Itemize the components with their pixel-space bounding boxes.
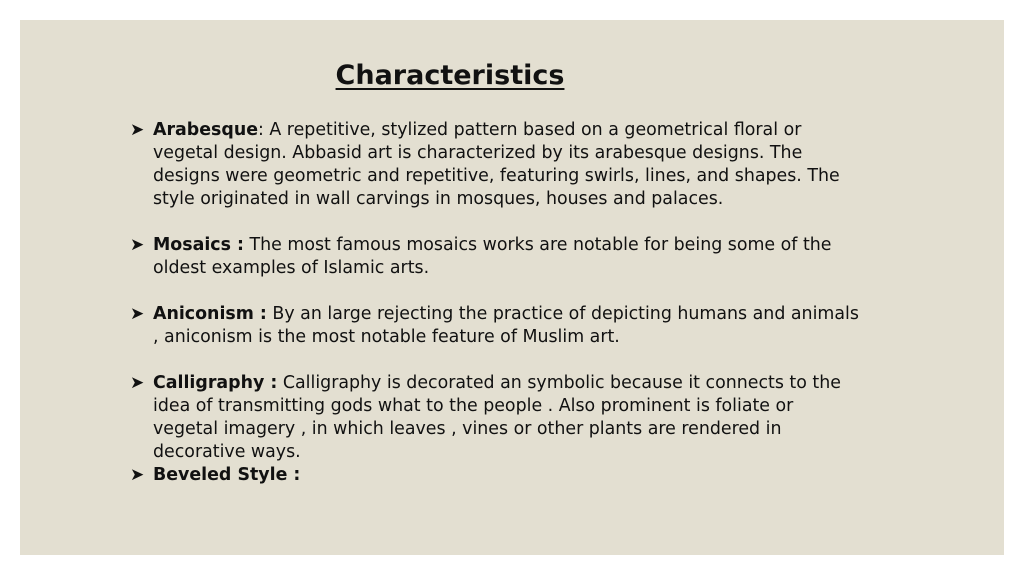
slide-title: Characteristics (335, 60, 565, 91)
bullet-text: The most famous mosaics works are notable for being some of the oldest examples of Islamic arts. (153, 235, 832, 278)
bullet-text: : A repetitive, stylized pattern based on a geometrical floral or vegetal design. Abbasid art is characterized by its arabesque designs. The designs were geometric and repetitive, featuring swirls, lines, and shapes. The style originated in wall carvings in mosques, houses and palaces. (153, 120, 840, 209)
bullet-term: Calligraphy : (153, 373, 278, 393)
bullet-term: Mosaics : (153, 235, 244, 255)
bullet-aniconism (130, 303, 860, 349)
bullet-term: Aniconism : (153, 304, 267, 324)
arrowhead-bullet-icon: ➤ (130, 465, 145, 485)
bullet-text: Calligraphy is decorated an symbolic because it connects to the idea of transmitting gods what to the people . Also prominent is foliate or vegetal imagery , in which leaves , vines or other plants are rendered in decorative ways. (153, 373, 841, 462)
bullet-text: By an large rejecting the practice of depicting humans and animals , aniconism is the most notable feature of Muslim art. (153, 304, 859, 347)
bullet-term: Arabesque (153, 120, 258, 140)
bullet-arabesque (130, 119, 860, 211)
arrowhead-bullet-icon: ➤ (130, 235, 145, 255)
bullet-list (130, 119, 860, 487)
arrowhead-bullet-icon: ➤ (130, 373, 145, 393)
bullet-term: Beveled Style : (153, 465, 301, 485)
arrowhead-bullet-icon: ➤ (130, 304, 145, 324)
arrowhead-bullet-icon: ➤ (130, 120, 145, 140)
bullet-beveled-style (130, 464, 860, 487)
slide (20, 20, 1004, 555)
bullet-mosaics (130, 234, 860, 280)
bullet-calligraphy (130, 372, 860, 464)
